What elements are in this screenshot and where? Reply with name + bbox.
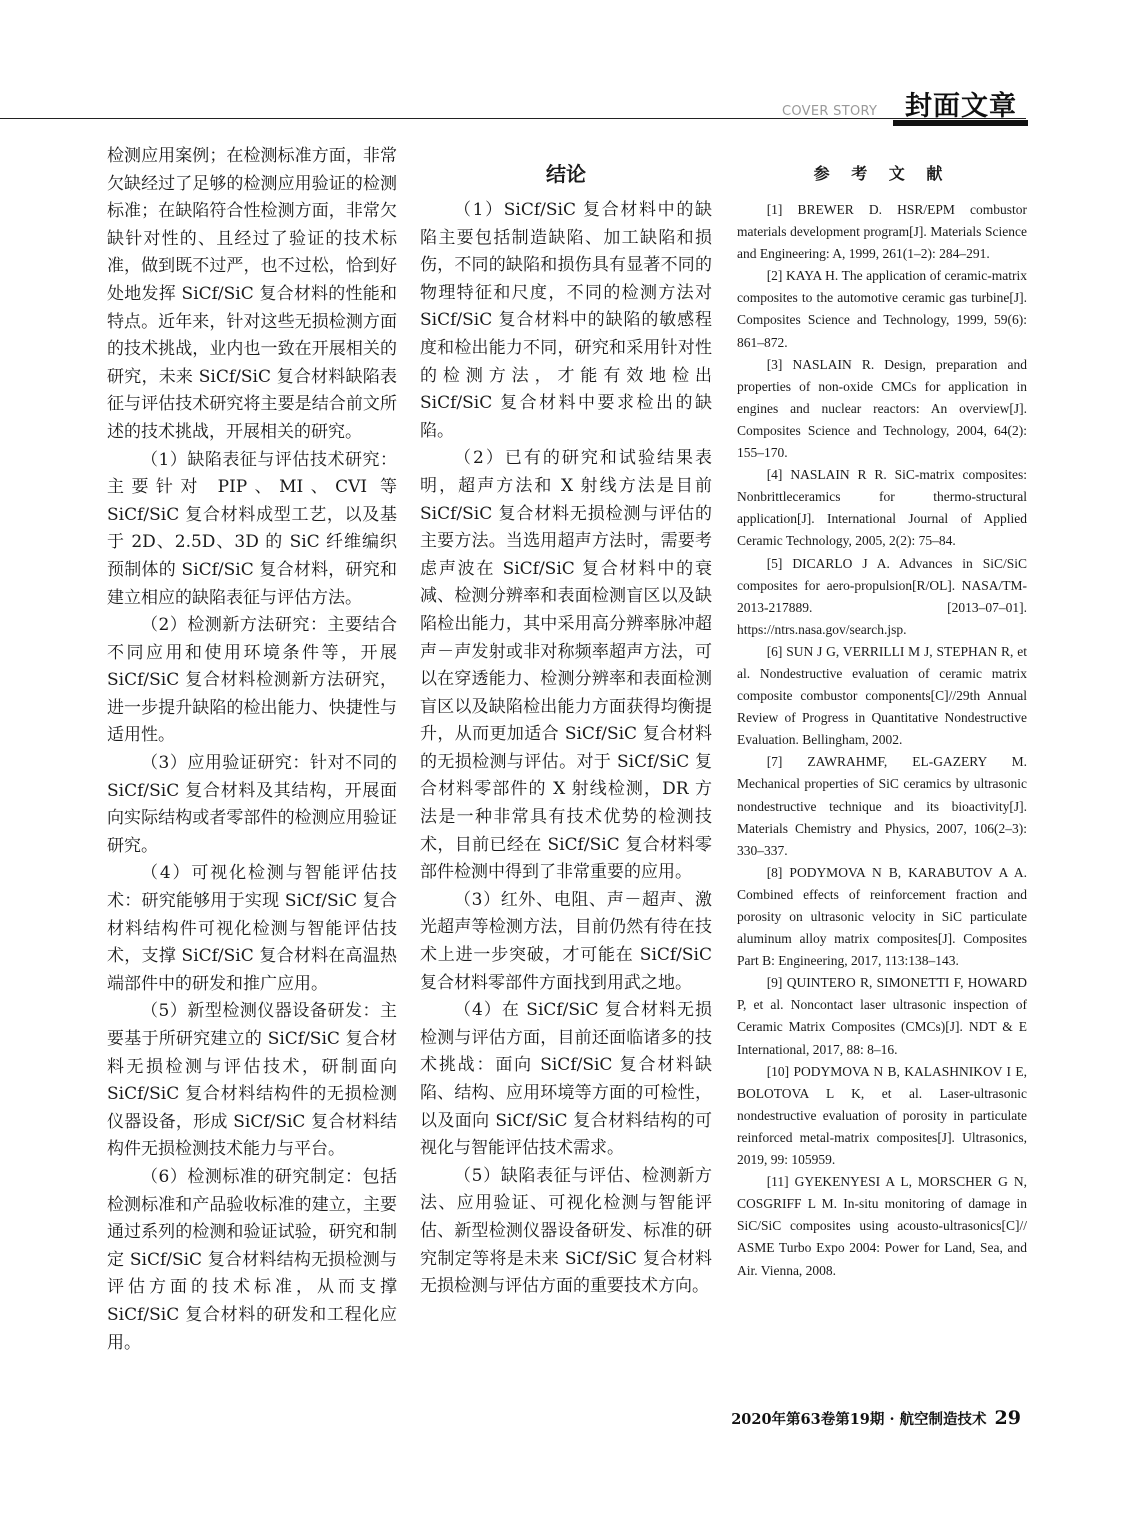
column-middle [420,143,712,1301]
paragraph: （3）红外、电阻、声－超声、激光超声等检测方法，目前仍然有待在技术上进一步突破，才可能在 SiCf/SiC 复合材料零部件方面找到用武之地。 [420,889,712,993]
paragraph: （1）缺陷表征与评估技术研究：主要针对 PIP、MI、CVI 等 SiCf/SiC 复合材料成型工艺，以及基于 2D、2.5D、3D 的 SiC 纤维编织预制体的 SiCf/SiC 复合材料，研究和建立相应的缺陷表征与评估方法。 [107,449,397,608]
paragraph: （5）缺陷表征与评估、检测新方法、应用验证、可视化检测与智能评估、新型检测仪器设备研发、标准的研究制定等将是未来 SiCf/SiC 复合材料无损检测与评估方面的重要技术方向。 [420,1165,712,1297]
reference-item: [2] KAYA H. The application of ceramic-matrix composites to the automotive ceramic gas turbine[J]. Composites Science and Technology, 1999, 59(6): 861–872. [737,268,1027,350]
paragraph: （3）应用验证研究：针对不同的 SiCf/SiC 复合材料及其结构，开展面向实际结构或者零部件的检测应用验证研究。 [107,753,397,856]
column-right [737,143,1027,1282]
reference-item: [9] QUINTERO R, SIMONETTI F, HOWARD P, et al. Noncontact laser ultrasonic inspection of Ceramic Matrix Composites (CMCs)[J]. NDT & E International, 2017, 88: 8–16. [737,975,1027,1057]
page-footer [731,1407,1021,1429]
paragraph: 检测应用案例；在检测标准方面，非常欠缺经过了足够的检测应用验证的检测标准；在缺陷符合性检测方面，非常欠缺针对性的、且经过了验证的技术标准，做到既不过严，也不过松，恰到好处地发挥 SiCf/SiC 复合材料的性能和特点。近年来，针对这些无损检测方面的技术挑战，业内也一致在开展相关的研究，未来 SiCf/SiC 复合材料缺陷表征与评估技术研究将主要是结合前文所述的技术挑战，开展相关的研究。 [107,146,397,442]
references-heading: 参 考 文 献 [813,164,951,183]
conclusion-heading: 结论 [546,162,586,186]
reference-item: [3] NASLAIN R. Design, preparation and properties of non-oxide CMCs for application in engines and nuclear reactors: An overview[J]. Composites Science and Technology, 2004, 64(2): 155–170. [737,356,1027,461]
section-title: 封面文章 [905,91,1017,122]
journal-info: 2020年第63卷第19期 · 航空制造技术 [731,1411,987,1428]
reference-item: [4] NASLAIN R R. SiC-matrix composites: Nonbrittleceramics for thermo-structural application[J]. International Journal of Applied Ceramic Technology, 2005, 2(2): 75–84. [737,467,1027,549]
paragraph: （2）已有的研究和试验结果表明，超声方法和 X 射线方法是目前 SiCf/SiC 复合材料无损检测与评估的主要方法。当选用超声方法时，需要考虑声波在 SiCf/SiC 复合材料中的衰减、检测分辨率和表面检测盲区以及缺陷检出能力，其中采用高分辨率脉冲超声－声发射或非对称频率超声方法，可以在穿透能力、检测分辨率和表面检测盲区以及缺陷检出能力方面获得均衡提升，从而更加适合 SiCf/SiC 复合材料的无损检测与评估。对于 SiCf/SiC 复合材料零部件的 X 射线检测，DR 方法是一种非常具有技术优势的检测技术，目前已经在 SiCf/SiC 复合材料零部件检测中得到了非常重要的应用。 [420,448,712,883]
reference-item: [1] BREWER D. HSR/EPM combustor materials development program[J]. Materials Science and Engineering: A, 1999, 261(1–2): 284–291. [737,202,1027,262]
paragraph: （5）新型检测仪器设备研发：主要基于所研究建立的 SiCf/SiC 复合材料无损检测与评估技术，研制面向 SiCf/SiC 复合材料结构件的无损检测仪器设备，形成 SiCf/SiC 复合材料结构件无损检测技术能力与平台。 [107,1001,397,1160]
reference-item: [10] PODYMOVA N B, KALASHNIKOV I E, BOLOTOVA L K, et al. Laser-ultrasonic nondestructive evaluation of porosity in particulate reinforced metal-matrix composites[J]. Ultrasonics, 2019, 99: 105959. [737,1063,1027,1168]
page-number: 29 [994,1407,1021,1429]
paragraph: （1）SiCf/SiC 复合材料中的缺陷主要包括制造缺陷、加工缺陷和损伤，不同的缺陷和损伤具有显著不同的物理特征和尺度，不同的检测方法对 SiCf/SiC 复合材料中的缺陷的敏感程度和检出能力不同，研究和采用针对性的检测方法，才能有效地检出 SiCf/SiC 复合材料中要求检出的缺陷。 [420,200,712,441]
column-left [107,143,397,1357]
reference-item: [5] DICARLO J A. Advances in SiC/SiC composites for aero-propulsion[R/OL]. NASA/TM-2013-217889. [2013–07–01]. https://ntrs.nasa.gov/search.jsp. [737,555,1027,637]
paragraph: （2）检测新方法研究：主要结合不同应用和使用环境条件等，开展 SiCf/SiC 复合材料检测新方法研究，进一步提升缺陷的检出能力、快捷性与适用性。 [107,615,397,746]
paragraph: （4）可视化检测与智能评估技术：研究能够用于实现 SiCf/SiC 复合材料结构件可视化检测与智能评估技术，支撑 SiCf/SiC 复合材料在高温热端部件中的研发和推广应用。 [107,863,397,994]
reference-item: [7] ZAWRAHMF, EL-GAZERY M. Mechanical properties of SiC ceramics by ultrasonic nondestructive technique and its bioactivity[J]. Materials Chemistry and Physics, 2007, 106(2–3): 330–337. [737,754,1027,858]
cover-story-label: COVER STORY [782,104,878,119]
reference-item: [8] PODYMOVA N B, KARABUTOV A A. Combined effects of reinforcement fraction and porosity on ultrasonic velocity in SiC particulate aluminum alloy matrix composites[J]. Composites Part B: Engineering, 2017, 113:138–143. [737,864,1027,969]
paragraph: （4）在 SiCf/SiC 复合材料无损检测与评估方面，目前还面临诸多的技术挑战：面向 SiCf/SiC 复合材料缺陷、结构、应用环境等方面的可检性，以及面向 SiCf/SiC 复合材料结构的可视化与智能评估技术需求。 [420,1000,712,1159]
paragraph: （6）检测标准的研究制定：包括检测标准和产品验收标准的建立，主要通过系列的检测和验证试验，研究和制定 SiCf/SiC 复合材料结构无损检测与评估方面的技术标准，从而支撑 SiCf/SiC 复合材料的研发和工程化应用。 [107,1166,397,1353]
reference-item: [6] SUN J G, VERRILLI M J, STEPHAN R, et al. Nondestructive evaluation of ceramic matrix composite combustor components[C]//29th Annual Review of Progress in Quantitative Nondestructive Evaluation. Bellingham, 2002. [737,643,1027,748]
reference-item: [11] GYEKENYESI A L, MORSCHER G N, COSGRIFF L M. In-situ monitoring of damage in SiC/SiC composites using acousto-ultrasonics[C]// ASME Turbo Expo 2004: Power for Land, Sea, and Air. Vienna, 2008. [737,1174,1027,1278]
